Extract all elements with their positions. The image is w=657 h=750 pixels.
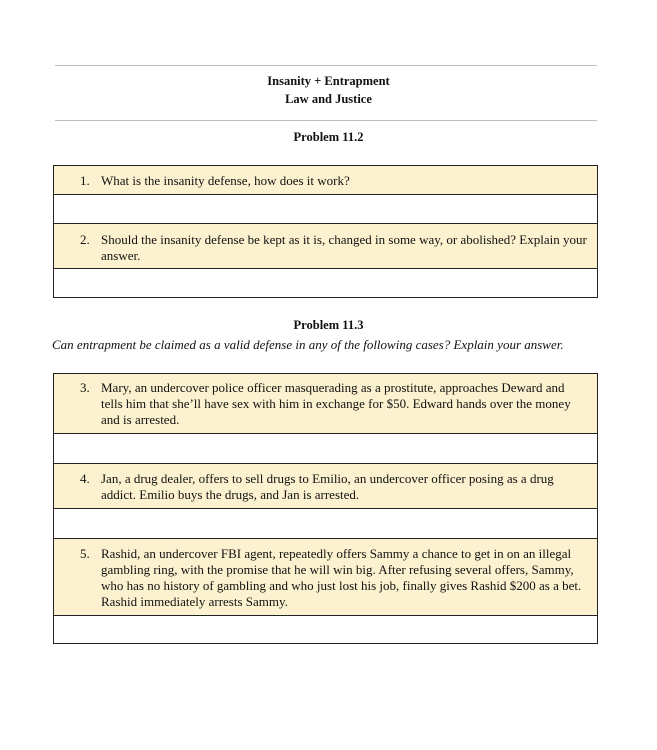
question-5	[53, 538, 598, 616]
question-1	[53, 165, 598, 195]
question-2	[53, 223, 598, 269]
question-text: What is the insanity defense, how does it work?	[101, 173, 350, 188]
question-number: 4.	[80, 471, 90, 486]
question-text: Should the insanity defense be kept as it is, changed in some way, or abolished? Explain your answer.	[101, 232, 587, 263]
document-subtitle: Law and Justice	[285, 92, 372, 106]
answer-field-2[interactable]	[53, 268, 598, 298]
question-text: Rashid, an undercover FBI agent, repeatedly offers Sammy a chance to get in on an illegal gambling ring, with the promise that he will win big. After refusing several offers, Sammy, who has no history of gambling and who just lost his job, finally gives Rashid $200 as a bet. Rashid immediately arrests Sammy.	[101, 546, 582, 609]
question-text: Mary, an undercover police officer masquerading as a prostitute, approaches Deward and tells him that she’ll have sex with him in exchange for $50. Edward hands over the money and is arrested.	[101, 380, 571, 427]
question-3	[53, 373, 598, 434]
answer-field-5[interactable]	[53, 615, 598, 644]
problem-11-3-heading: Problem 11.3	[293, 318, 364, 332]
answer-field-3[interactable]	[53, 433, 598, 464]
question-number: 5.	[80, 546, 90, 561]
problem-11-2-heading: Problem 11.2	[293, 130, 364, 144]
problem-11-3-instructions: Can entrapment be claimed as a valid defense in any of the following cases? Explain your answer.	[52, 337, 564, 352]
header-divider	[55, 120, 597, 121]
top-divider	[55, 65, 597, 66]
question-4	[53, 463, 598, 509]
answer-field-1[interactable]	[53, 194, 598, 224]
answer-field-4[interactable]	[53, 508, 598, 539]
question-number: 3.	[80, 380, 90, 395]
question-number: 2.	[80, 232, 90, 247]
question-text: Jan, a drug dealer, offers to sell drugs to Emilio, an undercover officer posing as a drug addict. Emilio buys the drugs, and Jan is arrested.	[101, 471, 554, 502]
document-title: Insanity + Entrapment	[267, 74, 390, 88]
question-number: 1.	[80, 173, 90, 188]
